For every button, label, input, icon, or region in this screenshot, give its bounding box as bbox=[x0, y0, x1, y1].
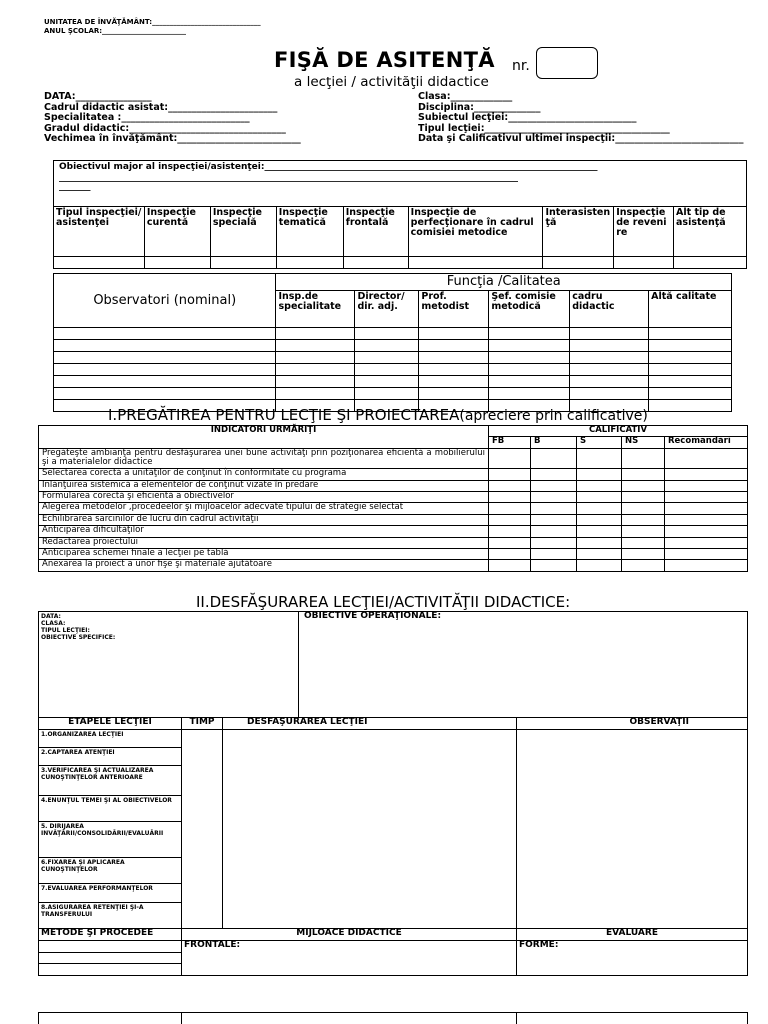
objective-label[interactable]: Obiectivul major al inspecţiei/asistenţei:__________________________________________________________________________ bbox=[59, 162, 598, 172]
seniority-field[interactable]: Vechimea în învăţământ:__________________________ bbox=[44, 133, 301, 144]
observer-cell[interactable] bbox=[489, 328, 570, 340]
observer-cell[interactable] bbox=[649, 388, 732, 400]
grade-cell[interactable] bbox=[531, 560, 577, 571]
grade-cell[interactable] bbox=[665, 448, 748, 468]
indicator-label: Selectarea corectă a unităţilor de conţinut în conformitate cu programa bbox=[39, 469, 489, 480]
observers-table bbox=[53, 273, 732, 412]
grade-cell[interactable] bbox=[531, 448, 577, 468]
observations-cell[interactable] bbox=[517, 730, 748, 929]
observer-cell[interactable] bbox=[276, 352, 355, 364]
materials-header: MIJLOACE DIDACTICE bbox=[182, 929, 517, 941]
grade-cell[interactable] bbox=[622, 560, 665, 571]
grade-ns: NS bbox=[622, 437, 665, 448]
indicator-label: Inlănţuirea sistemică a elementelor de conţinut vizate în predare bbox=[39, 480, 489, 491]
grade-cell[interactable] bbox=[665, 537, 748, 548]
indicator-label: Anexarea la proiect a unor fişe şi materiale ajutătoare bbox=[39, 560, 489, 571]
function-header: Funcţia /Calitatea bbox=[276, 274, 732, 291]
degree-field[interactable]: Gradul didactic:_________________________________ bbox=[44, 122, 286, 134]
observer-cell[interactable] bbox=[419, 352, 489, 364]
inspection-interasist: Interasistenţă bbox=[543, 207, 614, 257]
grade-cell[interactable] bbox=[577, 560, 622, 571]
grade-cell[interactable] bbox=[577, 514, 622, 525]
lesson-info-table bbox=[38, 611, 748, 718]
preparation-table bbox=[38, 425, 748, 572]
grade-cell[interactable] bbox=[489, 469, 531, 480]
grade-cell[interactable] bbox=[622, 526, 665, 537]
indicator-label: Pregăteşte ambianţa pentru desfăşurarea unei bune activităţi prin poziţionarea eficientă a mobilierului şi a materialelor didactice bbox=[39, 448, 489, 468]
inspection-current: Inspecţie curentă bbox=[144, 207, 210, 257]
page-title: FIŞĂ DE ASITENŢĂ bbox=[274, 48, 495, 72]
grade-cell[interactable] bbox=[622, 514, 665, 525]
observer-cell[interactable] bbox=[649, 400, 732, 412]
grade-cell[interactable] bbox=[489, 491, 531, 502]
observer-cell[interactable] bbox=[355, 340, 419, 352]
col-observations: OBSERVAŢII bbox=[517, 718, 748, 730]
class-field[interactable]: Clasa:_____________ bbox=[418, 91, 513, 102]
grade-cell[interactable] bbox=[489, 537, 531, 548]
discipline-field[interactable]: Disciplina:______________ bbox=[418, 101, 541, 113]
observer-cell[interactable] bbox=[419, 340, 489, 352]
grade-cell[interactable] bbox=[489, 526, 531, 537]
grade-cell[interactable] bbox=[622, 503, 665, 514]
observer-cell[interactable] bbox=[276, 388, 355, 400]
grade-cell[interactable] bbox=[531, 548, 577, 559]
evaluation-header: EVALUARE bbox=[517, 929, 748, 941]
inspection-other: Alt tip de asistenţă bbox=[674, 207, 747, 257]
inspection-cell[interactable] bbox=[210, 257, 276, 269]
grade-cell[interactable] bbox=[577, 548, 622, 559]
observer-cell[interactable] bbox=[54, 388, 276, 400]
observer-cell[interactable] bbox=[570, 388, 649, 400]
grade-cell[interactable] bbox=[489, 548, 531, 559]
col-development: DESFAŞURAREA LECŢIEI bbox=[223, 718, 517, 730]
methods-header: METODE ŞI PROCEDEE bbox=[39, 929, 182, 941]
grade-cell[interactable] bbox=[665, 503, 748, 514]
indicator-label: Echilibrarea sarcinilor de lucru din cadrul activităţii bbox=[39, 514, 489, 525]
grade-cell[interactable] bbox=[665, 560, 748, 571]
observer-cell[interactable] bbox=[54, 352, 276, 364]
inspection-special: Inspecţie specială bbox=[210, 207, 276, 257]
lesson-step: 6.FIXAREA ŞI APLICAREA CUNOŞTINŢELOR bbox=[39, 858, 182, 884]
subject-field[interactable]: Subiectul lecţiei:___________________________ bbox=[418, 112, 637, 123]
observer-cell[interactable] bbox=[419, 388, 489, 400]
inspection-cell[interactable] bbox=[144, 257, 210, 269]
lesson-step: 7.EVALUAREA PERFORMANŢELOR bbox=[39, 884, 182, 903]
next-page-cell bbox=[517, 1013, 748, 1024]
inspection-cell[interactable] bbox=[674, 257, 747, 269]
grade-cell[interactable] bbox=[531, 469, 577, 480]
observer-cell[interactable] bbox=[489, 376, 570, 388]
date-field[interactable]: DATA:________________ bbox=[44, 91, 152, 102]
observer-cell[interactable] bbox=[54, 340, 276, 352]
observer-cell[interactable] bbox=[570, 328, 649, 340]
grade-cell[interactable] bbox=[622, 469, 665, 480]
observer-cell[interactable] bbox=[649, 352, 732, 364]
development-cell[interactable] bbox=[223, 730, 517, 929]
lesson-step: 5. DIRIJAREA INVĂŢĂRII/CONSOLIDĂRII/EVALUĂRII bbox=[39, 822, 182, 858]
observer-cell[interactable] bbox=[649, 364, 732, 376]
grade-cell[interactable] bbox=[489, 560, 531, 571]
section1-note: (apreciere prin calificative) bbox=[459, 408, 648, 424]
specific-objectives-label: OBIECTIVE SPECIFICE: bbox=[41, 634, 116, 641]
observer-cell[interactable] bbox=[649, 340, 732, 352]
next-page-cell bbox=[39, 1013, 182, 1024]
materials-cell[interactable] bbox=[182, 941, 517, 976]
grade-cell[interactable] bbox=[665, 526, 748, 537]
grade-cell[interactable] bbox=[489, 514, 531, 525]
indicator-label: Anticiparea schemei finale a lecţiei pe tablă bbox=[39, 548, 489, 559]
observers-label: Observatori (nominal) bbox=[54, 274, 276, 328]
lesson-step: 1.ORGANIZAREA LECŢIEI bbox=[39, 730, 182, 748]
frontale-label: FRONTALE: bbox=[184, 940, 241, 950]
inspection-thematic: Inspecţie tematică bbox=[276, 207, 343, 257]
school-unit-field: UNITATEA DE ÎNVĂŢĂMÂNT:_______________________________ bbox=[44, 18, 261, 26]
inspection-cell[interactable] bbox=[343, 257, 408, 269]
observer-cell[interactable] bbox=[489, 340, 570, 352]
objective-short: _______ bbox=[59, 182, 91, 192]
grade-cell[interactable] bbox=[665, 491, 748, 502]
specialty-field[interactable]: Specialitatea :___________________________ bbox=[44, 112, 250, 123]
grade-cell[interactable] bbox=[577, 448, 622, 468]
lesson-type-field[interactable]: Tipul lecţiei:_______________________________________ bbox=[418, 122, 670, 134]
inspection-cell[interactable] bbox=[276, 257, 343, 269]
lesson-info-cell[interactable] bbox=[39, 612, 299, 718]
inspection-cell[interactable] bbox=[408, 257, 543, 269]
grade-cell[interactable] bbox=[665, 480, 748, 491]
methods-cell[interactable] bbox=[39, 941, 182, 953]
grade-cell[interactable] bbox=[622, 480, 665, 491]
right-fields bbox=[418, 92, 743, 145]
grade-cell[interactable] bbox=[531, 480, 577, 491]
observer-cell[interactable] bbox=[355, 352, 419, 364]
teacher-field[interactable]: Cadrul didactic asistat:_______________________ bbox=[44, 101, 278, 113]
grade-cell[interactable] bbox=[665, 469, 748, 480]
observer-cell[interactable] bbox=[570, 364, 649, 376]
observer-cell[interactable] bbox=[276, 328, 355, 340]
grade-cell[interactable] bbox=[622, 537, 665, 548]
role-specialty: Insp.de specialitate bbox=[276, 291, 355, 328]
indicator-label: Formularea corectă şi eficientă a obiectivelor bbox=[39, 491, 489, 502]
lesson-step: 2.CAPTAREA ATENŢIEI bbox=[39, 748, 182, 766]
observer-cell[interactable] bbox=[355, 388, 419, 400]
number-label: nr. bbox=[512, 58, 530, 74]
observer-cell[interactable] bbox=[355, 328, 419, 340]
observer-cell[interactable] bbox=[419, 364, 489, 376]
observer-cell[interactable] bbox=[649, 376, 732, 388]
inspection-type-table bbox=[53, 206, 747, 269]
observer-cell[interactable] bbox=[276, 340, 355, 352]
section1-heading bbox=[108, 406, 648, 424]
observer-cell[interactable] bbox=[489, 352, 570, 364]
indicator-label: Anticiparea dificultăţilor bbox=[39, 526, 489, 537]
inspection-type-label: Tipul inspecţiei/ asistenţei bbox=[54, 207, 145, 257]
inspection-cell[interactable] bbox=[54, 257, 145, 269]
role-methodist: Prof. metodist bbox=[419, 291, 489, 328]
inspection-frontal: Inspecţie frontală bbox=[343, 207, 408, 257]
forme-label: FORME: bbox=[519, 940, 559, 950]
indicators-header: INDICATORI URMĂRIŢI bbox=[39, 426, 489, 449]
observer-cell[interactable] bbox=[570, 340, 649, 352]
grade-cell[interactable] bbox=[577, 503, 622, 514]
grade-b: B bbox=[531, 437, 577, 448]
observer-cell[interactable] bbox=[489, 388, 570, 400]
observer-cell[interactable] bbox=[570, 376, 649, 388]
operational-objectives-label: OBIECTIVE OPERAŢIONALE: bbox=[304, 611, 442, 621]
grade-cell[interactable] bbox=[531, 537, 577, 548]
grade-cell[interactable] bbox=[622, 448, 665, 468]
grade-cell[interactable] bbox=[622, 491, 665, 502]
grade-cell[interactable] bbox=[577, 480, 622, 491]
page-subtitle: a lecţiei / activităţii didactice bbox=[294, 74, 489, 90]
next-page-cell bbox=[182, 1013, 517, 1024]
grade-cell[interactable] bbox=[489, 448, 531, 468]
lesson-steps-table bbox=[38, 717, 748, 929]
grade-cell[interactable] bbox=[665, 548, 748, 559]
grade-cell[interactable] bbox=[577, 526, 622, 537]
indicator-label: Redactarea proiectului bbox=[39, 537, 489, 548]
section1-title: I.PREGĂTIREA PENTRU LECŢIE ŞI PROIECTAREA bbox=[108, 406, 460, 424]
observer-cell[interactable] bbox=[54, 364, 276, 376]
grade-cell[interactable] bbox=[577, 491, 622, 502]
grade-cell[interactable] bbox=[531, 503, 577, 514]
observer-cell[interactable] bbox=[54, 328, 276, 340]
grade-fb: FB bbox=[489, 437, 531, 448]
grade-header: CALIFICATIV bbox=[489, 426, 748, 437]
operational-objectives-cell[interactable] bbox=[299, 612, 748, 718]
number-box[interactable] bbox=[536, 47, 598, 79]
observer-cell[interactable] bbox=[276, 376, 355, 388]
grade-cell[interactable] bbox=[665, 514, 748, 525]
grade-s: S bbox=[577, 437, 622, 448]
methods-table bbox=[38, 928, 748, 976]
section2-title: II.DESFĂŞURAREA LECŢIEI/ACTIVITĂŢII DIDACTICE: bbox=[196, 593, 571, 611]
evaluation-cell[interactable] bbox=[517, 941, 748, 976]
role-teacher: cadru didactic bbox=[570, 291, 649, 328]
indicator-label: Alegerea metodelor ,procedeelor şi mijloacelor adecvate tipului de strategie selectat bbox=[39, 503, 489, 514]
objective-box bbox=[53, 160, 747, 206]
grade-cell[interactable] bbox=[531, 526, 577, 537]
observer-cell[interactable] bbox=[54, 376, 276, 388]
grade-cell[interactable] bbox=[531, 514, 577, 525]
grade-cell[interactable] bbox=[577, 537, 622, 548]
inspection-cell[interactable] bbox=[614, 257, 674, 269]
role-other: Altă calitate bbox=[649, 291, 732, 328]
role-director: Director/ dir. adj. bbox=[355, 291, 419, 328]
observer-cell[interactable] bbox=[419, 376, 489, 388]
time-cell[interactable] bbox=[182, 730, 223, 929]
methods-cell[interactable] bbox=[39, 964, 182, 976]
grade-cell[interactable] bbox=[489, 503, 531, 514]
last-inspection-field[interactable]: Data şi Calificativul ultimei inspecţii:___________________________ bbox=[418, 133, 744, 144]
lesson-class-label: CLASA: bbox=[41, 620, 66, 627]
next-page-table bbox=[38, 1012, 748, 1024]
left-fields bbox=[44, 92, 301, 145]
grade-cell[interactable] bbox=[531, 491, 577, 502]
role-committee-head: Şef. comisie metodică bbox=[489, 291, 570, 328]
inspection-cell[interactable] bbox=[543, 257, 614, 269]
lesson-step: 4.ENUNŢUL TEMEI ŞI AL OBIECTIVELOR bbox=[39, 796, 182, 822]
methods-cell[interactable] bbox=[39, 953, 182, 964]
lesson-type-label: TIPUL LECŢIEI: bbox=[41, 627, 90, 634]
lesson-date-label: DATA: bbox=[41, 613, 61, 620]
lesson-step: 3.VERIFICAREA ŞI ACTUALIZAREA CUNOŞTINŢELOR ANTERIOARE bbox=[39, 766, 182, 796]
objective-line[interactable]: ______________________________________________________________________________________________________ bbox=[59, 173, 518, 183]
col-steps: ETAPELE LECŢIEI bbox=[39, 718, 182, 730]
observer-cell[interactable] bbox=[489, 364, 570, 376]
observer-cell[interactable] bbox=[419, 328, 489, 340]
inspection-improvement: Inspecţie de perfecţionare în cadrul comisiei metodice bbox=[408, 207, 543, 257]
observer-cell[interactable] bbox=[355, 376, 419, 388]
lesson-step: 8.ASIGURAREA RETENŢIEI ŞI-A TRANSFERULUI bbox=[39, 903, 182, 929]
grade-recommendations: Recomandări bbox=[665, 437, 748, 448]
inspection-return: Inspecţie de revenire bbox=[614, 207, 674, 257]
grade-cell[interactable] bbox=[489, 480, 531, 491]
grade-cell[interactable] bbox=[577, 469, 622, 480]
col-time: TIMP bbox=[182, 718, 223, 730]
observer-cell[interactable] bbox=[570, 352, 649, 364]
observer-cell[interactable] bbox=[276, 364, 355, 376]
school-year-field: ANUL ŞCOLAR:________________________ bbox=[44, 27, 187, 35]
observer-cell[interactable] bbox=[355, 364, 419, 376]
observer-cell[interactable] bbox=[649, 328, 732, 340]
grade-cell[interactable] bbox=[622, 548, 665, 559]
